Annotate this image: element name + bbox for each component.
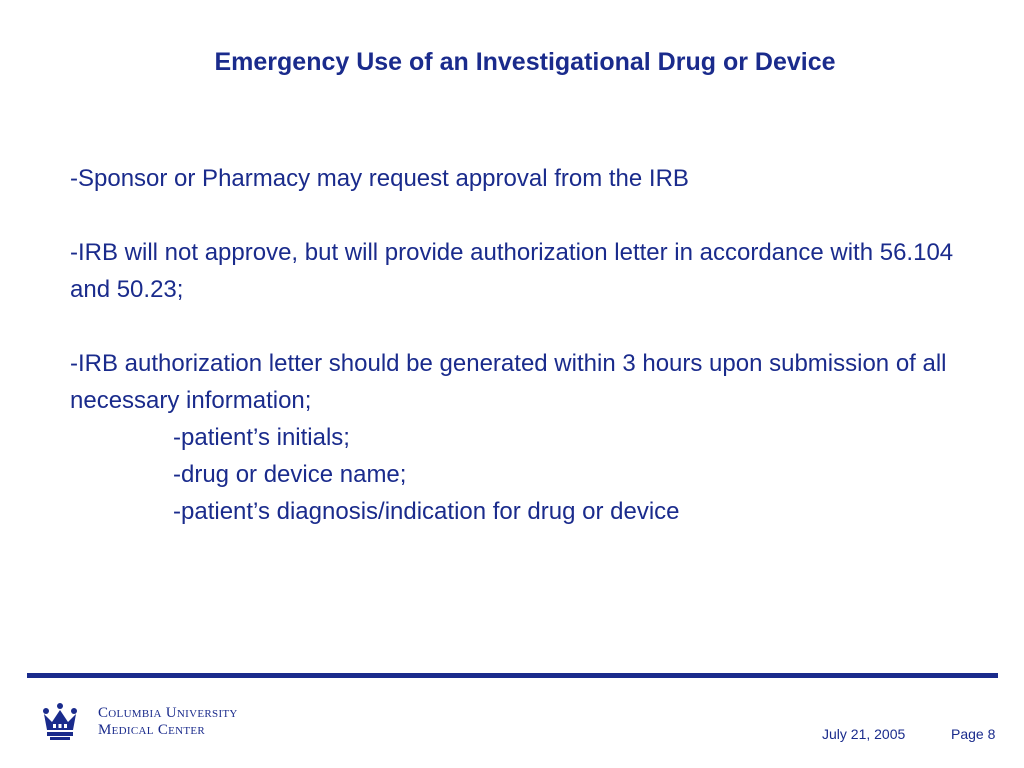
- columbia-logo: [40, 700, 270, 742]
- footer-page-number: Page 8: [951, 726, 996, 742]
- bullet-sponsor-pharmacy: -Sponsor or Pharmacy may request approval from the IRB: [70, 165, 689, 192]
- sub-item-diagnosis-indication: -patient’s diagnosis/indication for drug or device: [173, 498, 680, 525]
- footer-date: July 21, 2005: [822, 726, 906, 742]
- sub-item-patient-initials: -patient’s initials;: [173, 424, 350, 451]
- logo-wordmark: [98, 705, 238, 739]
- slide-body: [70, 160, 990, 530]
- bullet-irb-timing: -IRB authorization letter should be generated within 3 hours upon submission of all necessary information;: [70, 350, 947, 414]
- slide-title: Emergency Use of an Investigational Drug or Device: [214, 48, 836, 76]
- bullet-irb-authorization-letter: -IRB will not approve, but will provide authorization letter in accordance with 56.104 and 50.23;: [70, 239, 954, 303]
- footer-divider: [27, 673, 998, 678]
- sub-item-drug-device-name: -drug or device name;: [173, 461, 407, 488]
- logo-line-2: Medical Center: [98, 722, 206, 738]
- crown-icon: [40, 702, 80, 742]
- logo-line-1: Columbia University: [98, 705, 238, 721]
